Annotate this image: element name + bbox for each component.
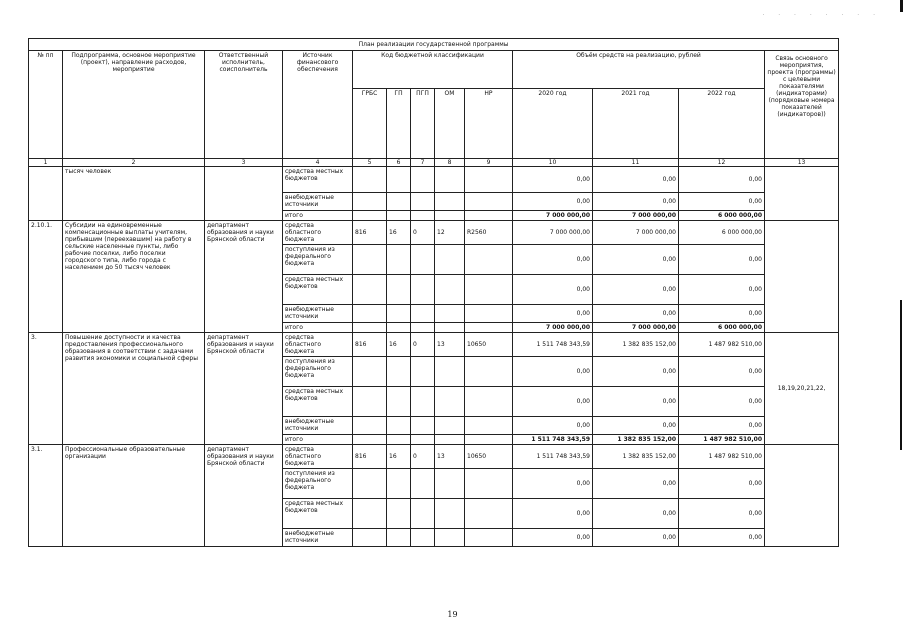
responsible-text: департамент образования и науки Брянской области [205,333,283,445]
col-number: 5 [353,159,387,167]
value-2021: 1 382 835 152,00 [593,333,679,357]
col-header-2020: 2020 год [513,89,593,159]
value-2021: 0,00 [593,529,679,547]
value-2020: 0,00 [513,469,593,499]
table-row [29,333,839,357]
col-number: 8 [435,159,465,167]
total-2021: 1 382 835 152,00 [593,435,679,445]
col-number: 12 [679,159,765,167]
code-pgp: 0 [411,221,435,245]
code-np: 10650 [465,445,513,469]
col-header-om: ОМ [435,89,465,159]
code-pgp: 0 [411,445,435,469]
value-2022: 0,00 [679,387,765,417]
value-2020: 0,00 [513,245,593,275]
value-2022: 0,00 [679,469,765,499]
value-2021: 0,00 [593,245,679,275]
col-header-np: НР [465,89,513,159]
value-2021: 0,00 [593,167,679,193]
source-label: средства областного бюджета [283,445,353,469]
value-2020: 1 511 748 343,59 [513,445,593,469]
value-2020: 0,00 [513,193,593,211]
code-grbs: 816 [353,333,387,357]
code-grbs: 816 [353,445,387,469]
row-num [29,167,63,221]
value-2021: 0,00 [593,387,679,417]
col-header-gp: ГП [387,89,411,159]
source-label: средства областного бюджета [283,333,353,357]
program-text: Повышение доступности и качества предоставления профессионального образования в соответствии с задачами развития экономики и социальной сферы [63,333,205,445]
value-2020: 1 511 748 343,59 [513,333,593,357]
value-2022: 0,00 [679,245,765,275]
source-label: средства областного бюджета [283,221,353,245]
value-2022: 0,00 [679,499,765,529]
value-2021: 7 000 000,00 [593,221,679,245]
code-gp: 16 [387,221,411,245]
total-2021: 7 000 000,00 [593,323,679,333]
program-plan-table [28,38,839,547]
col-header-indicator-link: Связь основного мероприятия, проекта (программы) с целевыми показателями (индикаторами) (порядковые номера показателей (индикаторов)) [765,51,839,159]
source-label: средства местных бюджетов [283,167,353,193]
col-number: 7 [411,159,435,167]
code-gp: 16 [387,445,411,469]
value-2022: 0,00 [679,529,765,547]
program-plan-sheet [28,38,838,547]
value-2020: 0,00 [513,305,593,323]
program-text: Субсидии на единовременные компенсационные выплаты учителям, прибывшим (переехавшим) на работу в сельские населенные пункты, либо рабочие поселки, либо поселки городского типа, либо города с населением до 50 тысяч человек [63,221,205,333]
responsible-text: департамент образования и науки Брянской области [205,445,283,547]
value-2020: 0,00 [513,357,593,387]
table-row [29,167,839,193]
code-gp: 16 [387,333,411,357]
value-2020: 7 000 000,00 [513,221,593,245]
source-label: внебюджетные источники [283,529,353,547]
program-text: тысяч человек [63,167,205,221]
code-np: R2560 [465,221,513,245]
col-number: 1 [29,159,63,167]
scan-edge-line [900,300,902,450]
code-pgp: 0 [411,333,435,357]
source-label: средства местных бюджетов [283,275,353,305]
code-om: 12 [435,221,465,245]
program-text: Профессиональные образовательные организации [63,445,205,547]
total-2020: 1 511 748 343,59 [513,435,593,445]
value-2022: 0,00 [679,167,765,193]
value-2022: 1 487 982 510,00 [679,445,765,469]
col-header-source: Источник финансового обеспечения [283,51,353,159]
total-2022: 1 487 982 510,00 [679,435,765,445]
col-header-2022: 2022 год [679,89,765,159]
value-2020: 0,00 [513,417,593,435]
total-2020: 7 000 000,00 [513,323,593,333]
col-header-2021: 2021 год [593,89,679,159]
responsible-text [205,167,283,221]
value-2020: 0,00 [513,275,593,305]
indicator-numbers: 18,19,20,21,22, [765,333,839,445]
value-2020: 0,00 [513,499,593,529]
source-label: внебюджетные источники [283,417,353,435]
value-2022: 0,00 [679,357,765,387]
value-2022: 0,00 [679,193,765,211]
value-2022: 0,00 [679,417,765,435]
col-header-program: Подпрограмма, основное мероприятие (проект), направление расходов, мероприятие [63,51,205,159]
value-2022: 6 000 000,00 [679,221,765,245]
source-label: средства местных бюджетов [283,499,353,529]
source-label: итого [283,211,353,221]
value-2021: 1 382 835 152,00 [593,445,679,469]
scan-edge-mark [900,0,903,12]
source-label: итого [283,435,353,445]
total-2022: 6 000 000,00 [679,211,765,221]
row-num: 3.1. [29,445,63,547]
col-number: 9 [465,159,513,167]
column-number-row [29,159,839,167]
responsible-text: департамент образования и науки Брянской области [205,221,283,333]
value-2021: 0,00 [593,305,679,323]
col-header-amount: Объём средств на реализацию, рублей [513,51,765,89]
table-title: План реализации государственной программы [29,39,839,51]
source-label: поступления из федерального бюджета [283,469,353,499]
col-number: 3 [205,159,283,167]
total-2022: 6 000 000,00 [679,323,765,333]
value-2022: 0,00 [679,305,765,323]
value-2021: 0,00 [593,275,679,305]
table-row [29,221,839,245]
code-np: 10650 [465,333,513,357]
col-number: 13 [765,159,839,167]
value-2020: 0,00 [513,387,593,417]
source-label: поступления из федерального бюджета [283,245,353,275]
value-2021: 0,00 [593,417,679,435]
value-2020: 0,00 [513,167,593,193]
row-num: 3. [29,333,63,445]
col-number: 11 [593,159,679,167]
value-2021: 0,00 [593,193,679,211]
value-2022: 1 487 982 510,00 [679,333,765,357]
value-2020: 0,00 [513,529,593,547]
total-2020: 7 000 000,00 [513,211,593,221]
col-number: 6 [387,159,411,167]
source-label: итого [283,323,353,333]
col-number: 4 [283,159,353,167]
col-header-pgp: ПГП [411,89,435,159]
code-om: 13 [435,445,465,469]
page-number: 19 [447,610,458,619]
value-2022: 0,00 [679,275,765,305]
table-row [29,445,839,469]
row-num: 2.10.1. [29,221,63,333]
col-header-num: № пп [29,51,63,159]
value-2021: 0,00 [593,357,679,387]
col-header-grbs: ГРБС [353,89,387,159]
code-om: 13 [435,333,465,357]
col-number: 10 [513,159,593,167]
total-2021: 7 000 000,00 [593,211,679,221]
scan-dots: · · · · · · · · [762,12,881,19]
code-grbs: 816 [353,221,387,245]
source-label: поступления из федерального бюджета [283,357,353,387]
source-label: средства местных бюджетов [283,387,353,417]
col-number: 2 [63,159,205,167]
source-label: внебюджетные источники [283,193,353,211]
col-header-responsible: Ответственный исполнитель, соисполнитель [205,51,283,159]
col-header-budget-code: Код бюджетной классификации [353,51,513,89]
value-2021: 0,00 [593,469,679,499]
source-label: внебюджетные источники [283,305,353,323]
value-2021: 0,00 [593,499,679,529]
